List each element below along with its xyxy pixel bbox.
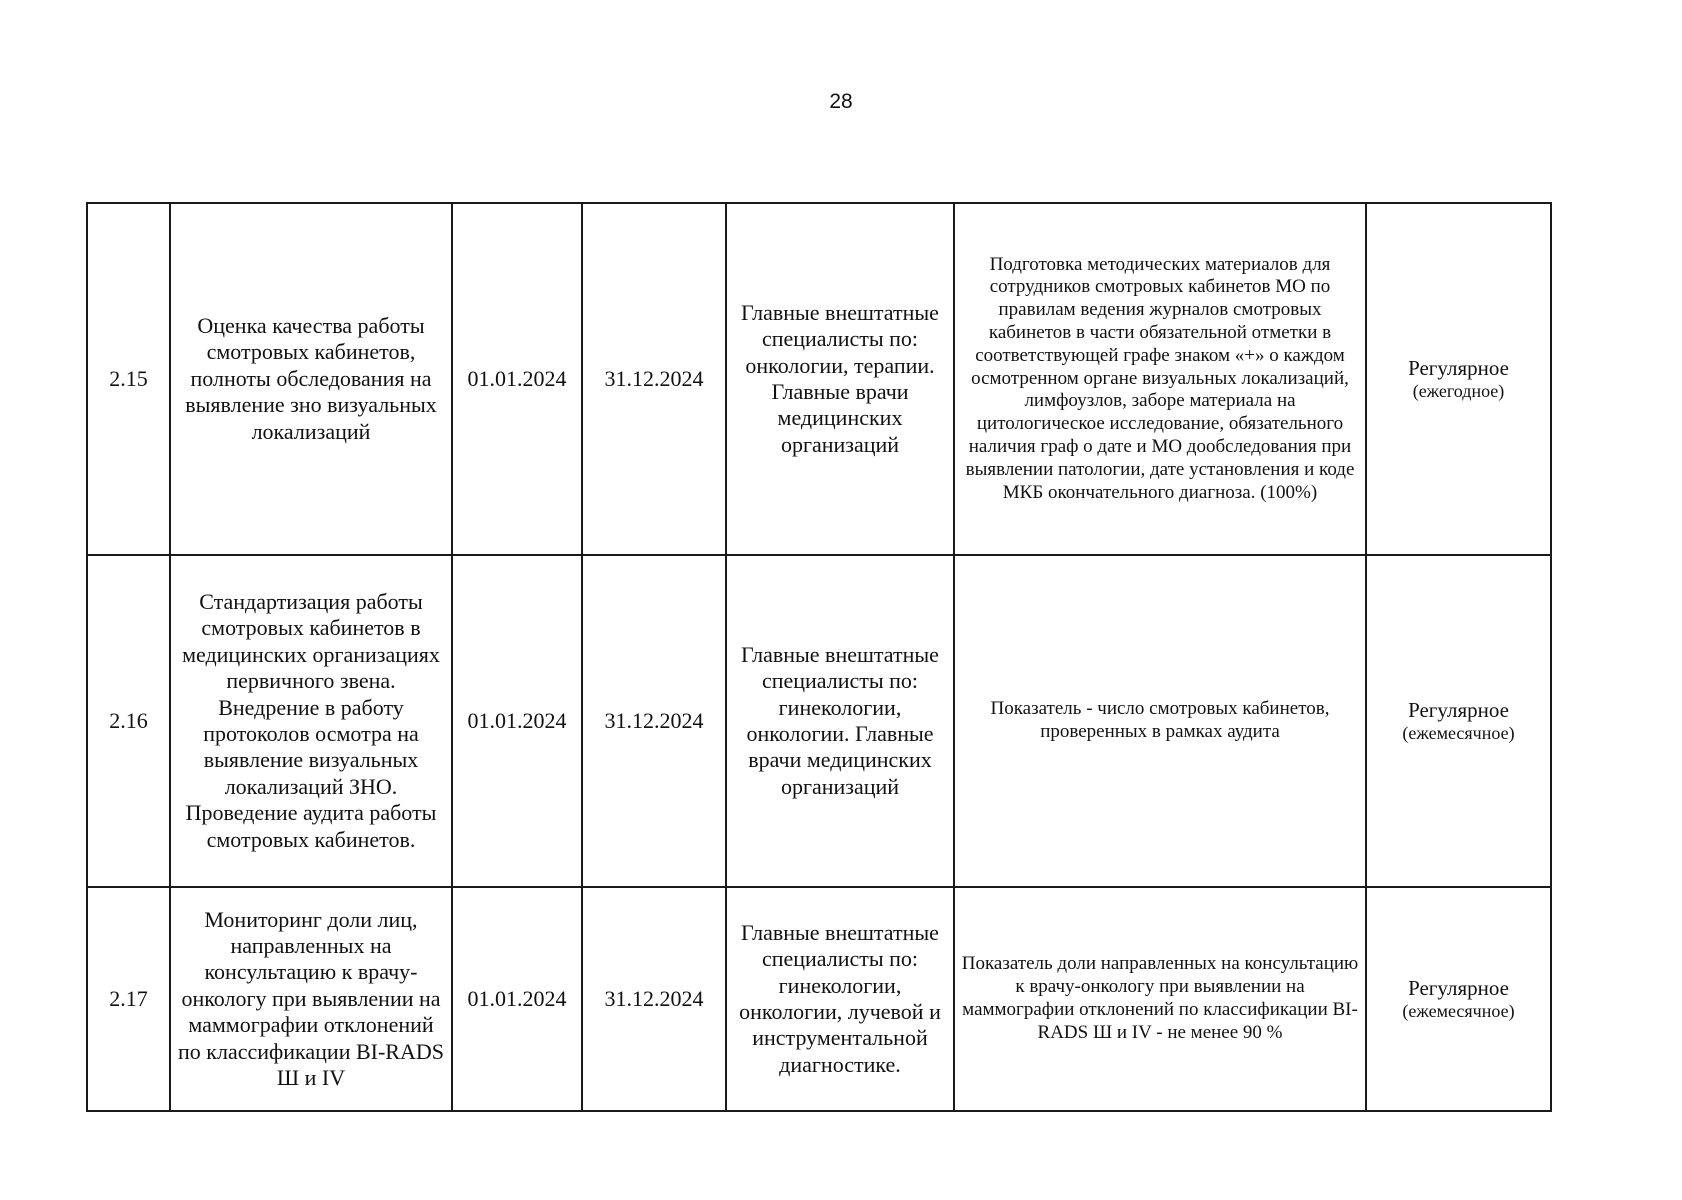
activity-name: Мониторинг доли лиц, направленных на консультацию к врачу-онкологу при выявлении на маммографии отклонений по классификации BI-RADS Ш и IV <box>170 887 452 1111</box>
activities-table <box>86 202 1552 1112</box>
item-number: 2.15 <box>87 203 170 555</box>
activity-frequency: (ежемесячное) <box>1402 1000 1515 1021</box>
activity-type-label: Регулярное <box>1408 697 1509 722</box>
end-date: 31.12.2024 <box>582 203 726 555</box>
expected-result: Показатель - число смотровых кабинетов, проверенных в рамках аудита <box>954 555 1366 887</box>
activity-frequency: (ежегодное) <box>1412 380 1505 401</box>
start-date: 01.01.2024 <box>452 203 582 555</box>
responsible: Главные внештатные специалисты по: онкологии, терапии. Главные врачи медицинских организаций <box>726 203 954 555</box>
item-number: 2.17 <box>87 887 170 1111</box>
table-row <box>87 887 1551 1111</box>
start-date: 01.01.2024 <box>452 555 582 887</box>
responsible: Главные внештатные специалисты по: гинекологии, онкологии. Главные врачи медицинских организаций <box>726 555 954 887</box>
responsible: Главные внештатные специалисты по: гинекологии, онкологии, лучевой и инструментальной диагностике. <box>726 887 954 1111</box>
end-date: 31.12.2024 <box>582 555 726 887</box>
activity-type <box>1366 203 1551 555</box>
activity-name: Стандартизация работы смотровых кабинетов в медицинских организациях первичного звена. Внедрение в работу протоколов осмотра на выявление визуальных локализаций ЗНО. Проведение аудита работы смотровых кабинетов. <box>170 555 452 887</box>
item-number: 2.16 <box>87 555 170 887</box>
table-row <box>87 203 1551 555</box>
activity-type-label: Регулярное <box>1408 355 1509 380</box>
page-number: 28 <box>829 90 853 113</box>
activity-type <box>1366 555 1551 887</box>
activity-type-label: Регулярное <box>1408 975 1509 1000</box>
activity-type <box>1366 887 1551 1111</box>
activity-name: Оценка качества работы смотровых кабинетов, полноты обследования на выявление зно визуальных локализаций <box>170 203 452 555</box>
table-row <box>87 555 1551 887</box>
end-date: 31.12.2024 <box>582 887 726 1111</box>
expected-result: Показатель доли направленных на консультацию к врачу-онкологу при выявлении на маммографии отклонений по классификации BI-RADS Ш и IV - не менее 90 % <box>954 887 1366 1111</box>
expected-result: Подготовка методических материалов для сотрудников смотровых кабинетов МО по правилам ведения журналов смотровых кабинетов в части обязательной отметки в соответствующей графе знаком «+» о каждом осмотренном органе визуальных локализаций, лимфоузлов, заборе материала на цитологическое исследование, обязательного наличия граф о дате и МО дообследования при выявлении патологии, дате установления и коде МКБ окончательного диагноза. (100%) <box>954 203 1366 555</box>
start-date: 01.01.2024 <box>452 887 582 1111</box>
activity-frequency: (ежемесячное) <box>1402 722 1515 743</box>
